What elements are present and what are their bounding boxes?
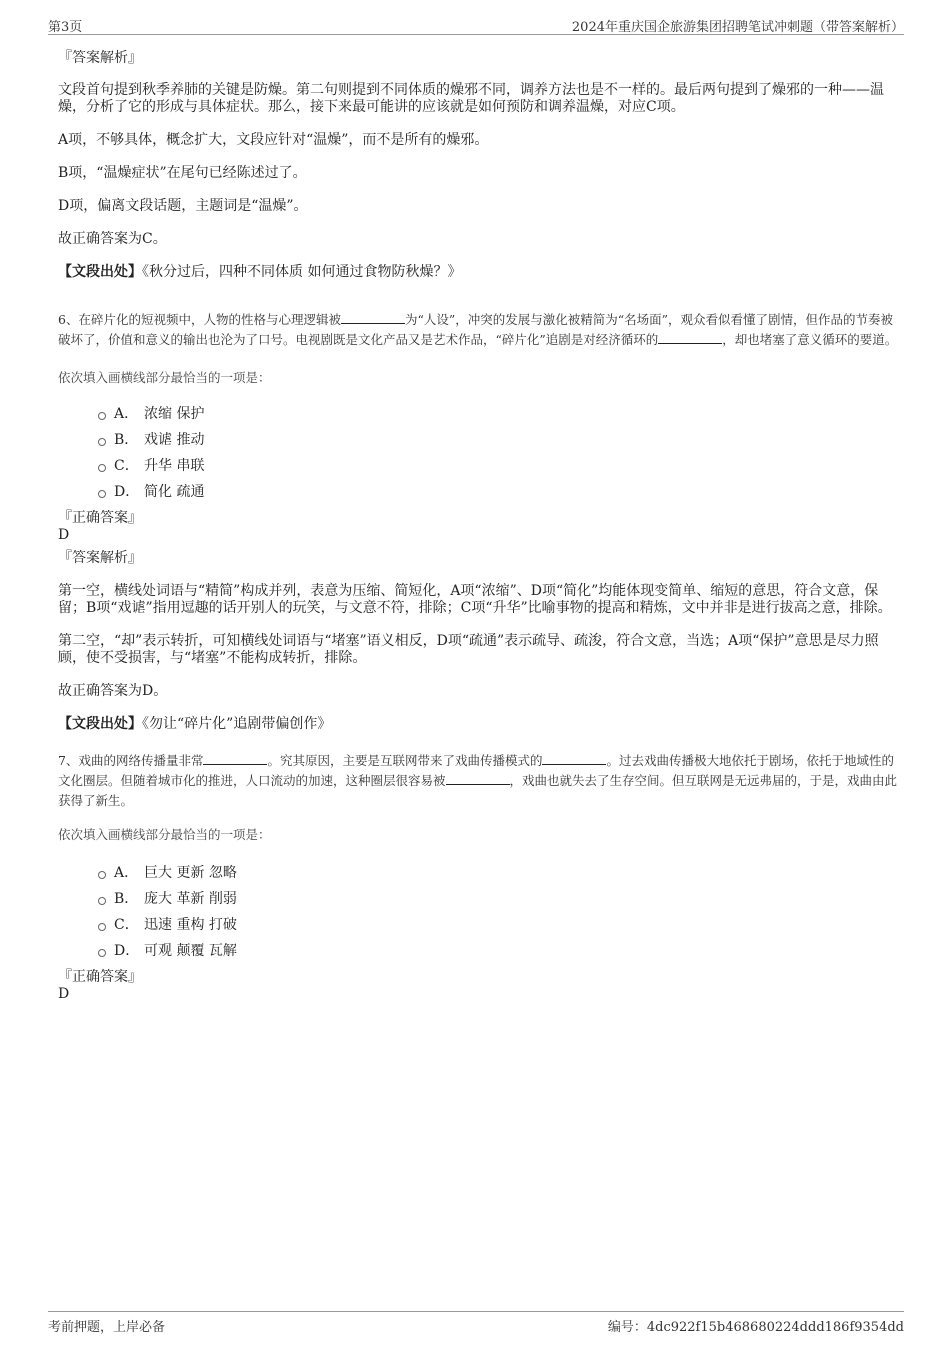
- answer-title: 『正确答案』: [58, 969, 142, 985]
- option-a[interactable]: A． 巨大 更新 忽略: [98, 860, 898, 886]
- option-c[interactable]: C． 升华 串联: [98, 453, 898, 479]
- source-label: 【文段出处】: [58, 264, 142, 280]
- radio-icon[interactable]: [98, 438, 106, 446]
- footer-slogan: 考前押题，上岸必备: [48, 1320, 166, 1335]
- radio-icon[interactable]: [98, 923, 106, 931]
- option-a[interactable]: A． 浓缩 保护: [98, 401, 898, 427]
- source-label: 【文段出处】: [58, 716, 142, 732]
- source-line: [58, 264, 898, 281]
- analysis-paragraph: A项，不够具体，概念扩大，文段应针对“温燥”，而不是所有的燥邪。: [58, 132, 489, 148]
- page-number: 第3页: [48, 20, 83, 35]
- fill-blank: [446, 772, 510, 785]
- radio-icon[interactable]: [98, 464, 106, 472]
- question-7-prompt: 依次填入画横线部分最恰当的一项是：: [58, 827, 271, 842]
- correct-answer: D: [58, 527, 70, 543]
- analysis-paragraph: 第二空，“却”表示转折，可知横线处词语与“堵塞”语义相反，D项“疏通”表示疏导、疏浚，符合文意，当选；A项“保护”意思是尽力照顾，使不受损害，与“堵塞”不能构成转折，排除。: [58, 633, 879, 666]
- analysis-title: 『答案解析』: [58, 550, 142, 566]
- fill-blank: [542, 752, 606, 765]
- question-7-text: 7、戏曲的网络传播量非常 。究其原因，主要是互联网带来了戏曲传播模式的 。过去戏曲传播极大地依托于剧场，依托于地域性的文化圈层。但随着城市化的推进，人口流动的加速，这种圈层很容易被 ，戏曲也就失去了生存空间。但互联网是无远弗届的，于是，戏曲由此获得了新生。: [58, 753, 898, 808]
- radio-icon[interactable]: [98, 412, 106, 420]
- document-title: 2024年重庆国企旅游集团招聘笔试冲刺题（带答案解析）: [571, 20, 904, 35]
- question-6-text: 6、在碎片化的短视频中，人物的性格与心理逻辑被 为“人设”，冲突的发展与激化被精简为“名场面”，观众看似看懂了剧情，但作品的节奏被破坏了，价值和意义的输出也沦为了口号。电视剧既是文化产品又是艺术作品，“碎片化”追剧是对经济循环的 ，却也堵塞了意义循环的要道。: [58, 312, 898, 347]
- option-d[interactable]: D． 可观 颠覆 瓦解: [98, 938, 898, 964]
- document-id: 编号：4dc922f15b468680224ddd186f9354dd: [607, 1320, 904, 1335]
- fill-blank: [658, 331, 722, 344]
- analysis-paragraph: B项，“温燥症状”在尾句已经陈述过了。: [58, 165, 307, 181]
- question-6-options: [58, 401, 898, 505]
- source-text: 《勿让“碎片化”追剧带偏创作》: [142, 716, 332, 732]
- analysis-paragraph: 第一空，横线处词语与“精简”构成并列，表意为压缩、简短化，A项“浓缩”、D项“简化”均能体现变简单、缩短的意思，符合文意，保留；B项“戏谑”指用逗趣的话开别人的玩笑，与文意不符，排除；C项“升华”比喻事物的提高和精炼，文中并非是进行拔高之意，排除。: [58, 583, 892, 616]
- page-footer: [48, 1311, 904, 1335]
- page-header: [48, 14, 904, 35]
- fill-blank: [203, 752, 267, 765]
- analysis-paragraph: 文段首句提到秋季养肺的关键是防燥。第二句则提到不同体质的燥邪不同，调养方法也是不一样的。最后两句提到了燥邪的一种——温燥，分析了它的形成与具体症状。那么，接下来最可能讲的应该就是如何预防和调养温燥，对应C项。: [58, 82, 884, 115]
- analysis-title: 『答案解析』: [58, 50, 142, 66]
- source-text: 《秋分过后，四种不同体质 如何通过食物防秋燥？》: [142, 264, 462, 280]
- analysis-conclusion: 故正确答案为C。: [58, 231, 167, 247]
- answer-title: 『正确答案』: [58, 510, 142, 526]
- radio-icon[interactable]: [98, 897, 106, 905]
- source-line: [58, 716, 898, 733]
- radio-icon[interactable]: [98, 871, 106, 879]
- radio-icon[interactable]: [98, 490, 106, 498]
- analysis-conclusion: 故正确答案为D。: [58, 683, 168, 699]
- question-7-options: [58, 860, 898, 964]
- option-d[interactable]: D． 简化 疏通: [98, 479, 898, 505]
- radio-icon[interactable]: [98, 949, 106, 957]
- option-c[interactable]: C． 迅速 重构 打破: [98, 912, 898, 938]
- analysis-paragraph: D项，偏离文段话题，主题词是“温燥”。: [58, 198, 308, 214]
- main-content: [58, 47, 898, 1002]
- question-6-prompt: 依次填入画横线部分最恰当的一项是：: [58, 370, 271, 385]
- option-b[interactable]: B． 庞大 革新 削弱: [98, 886, 898, 912]
- option-b[interactable]: B． 戏谑 推动: [98, 427, 898, 453]
- correct-answer: D: [58, 986, 70, 1002]
- fill-blank: [341, 311, 405, 324]
